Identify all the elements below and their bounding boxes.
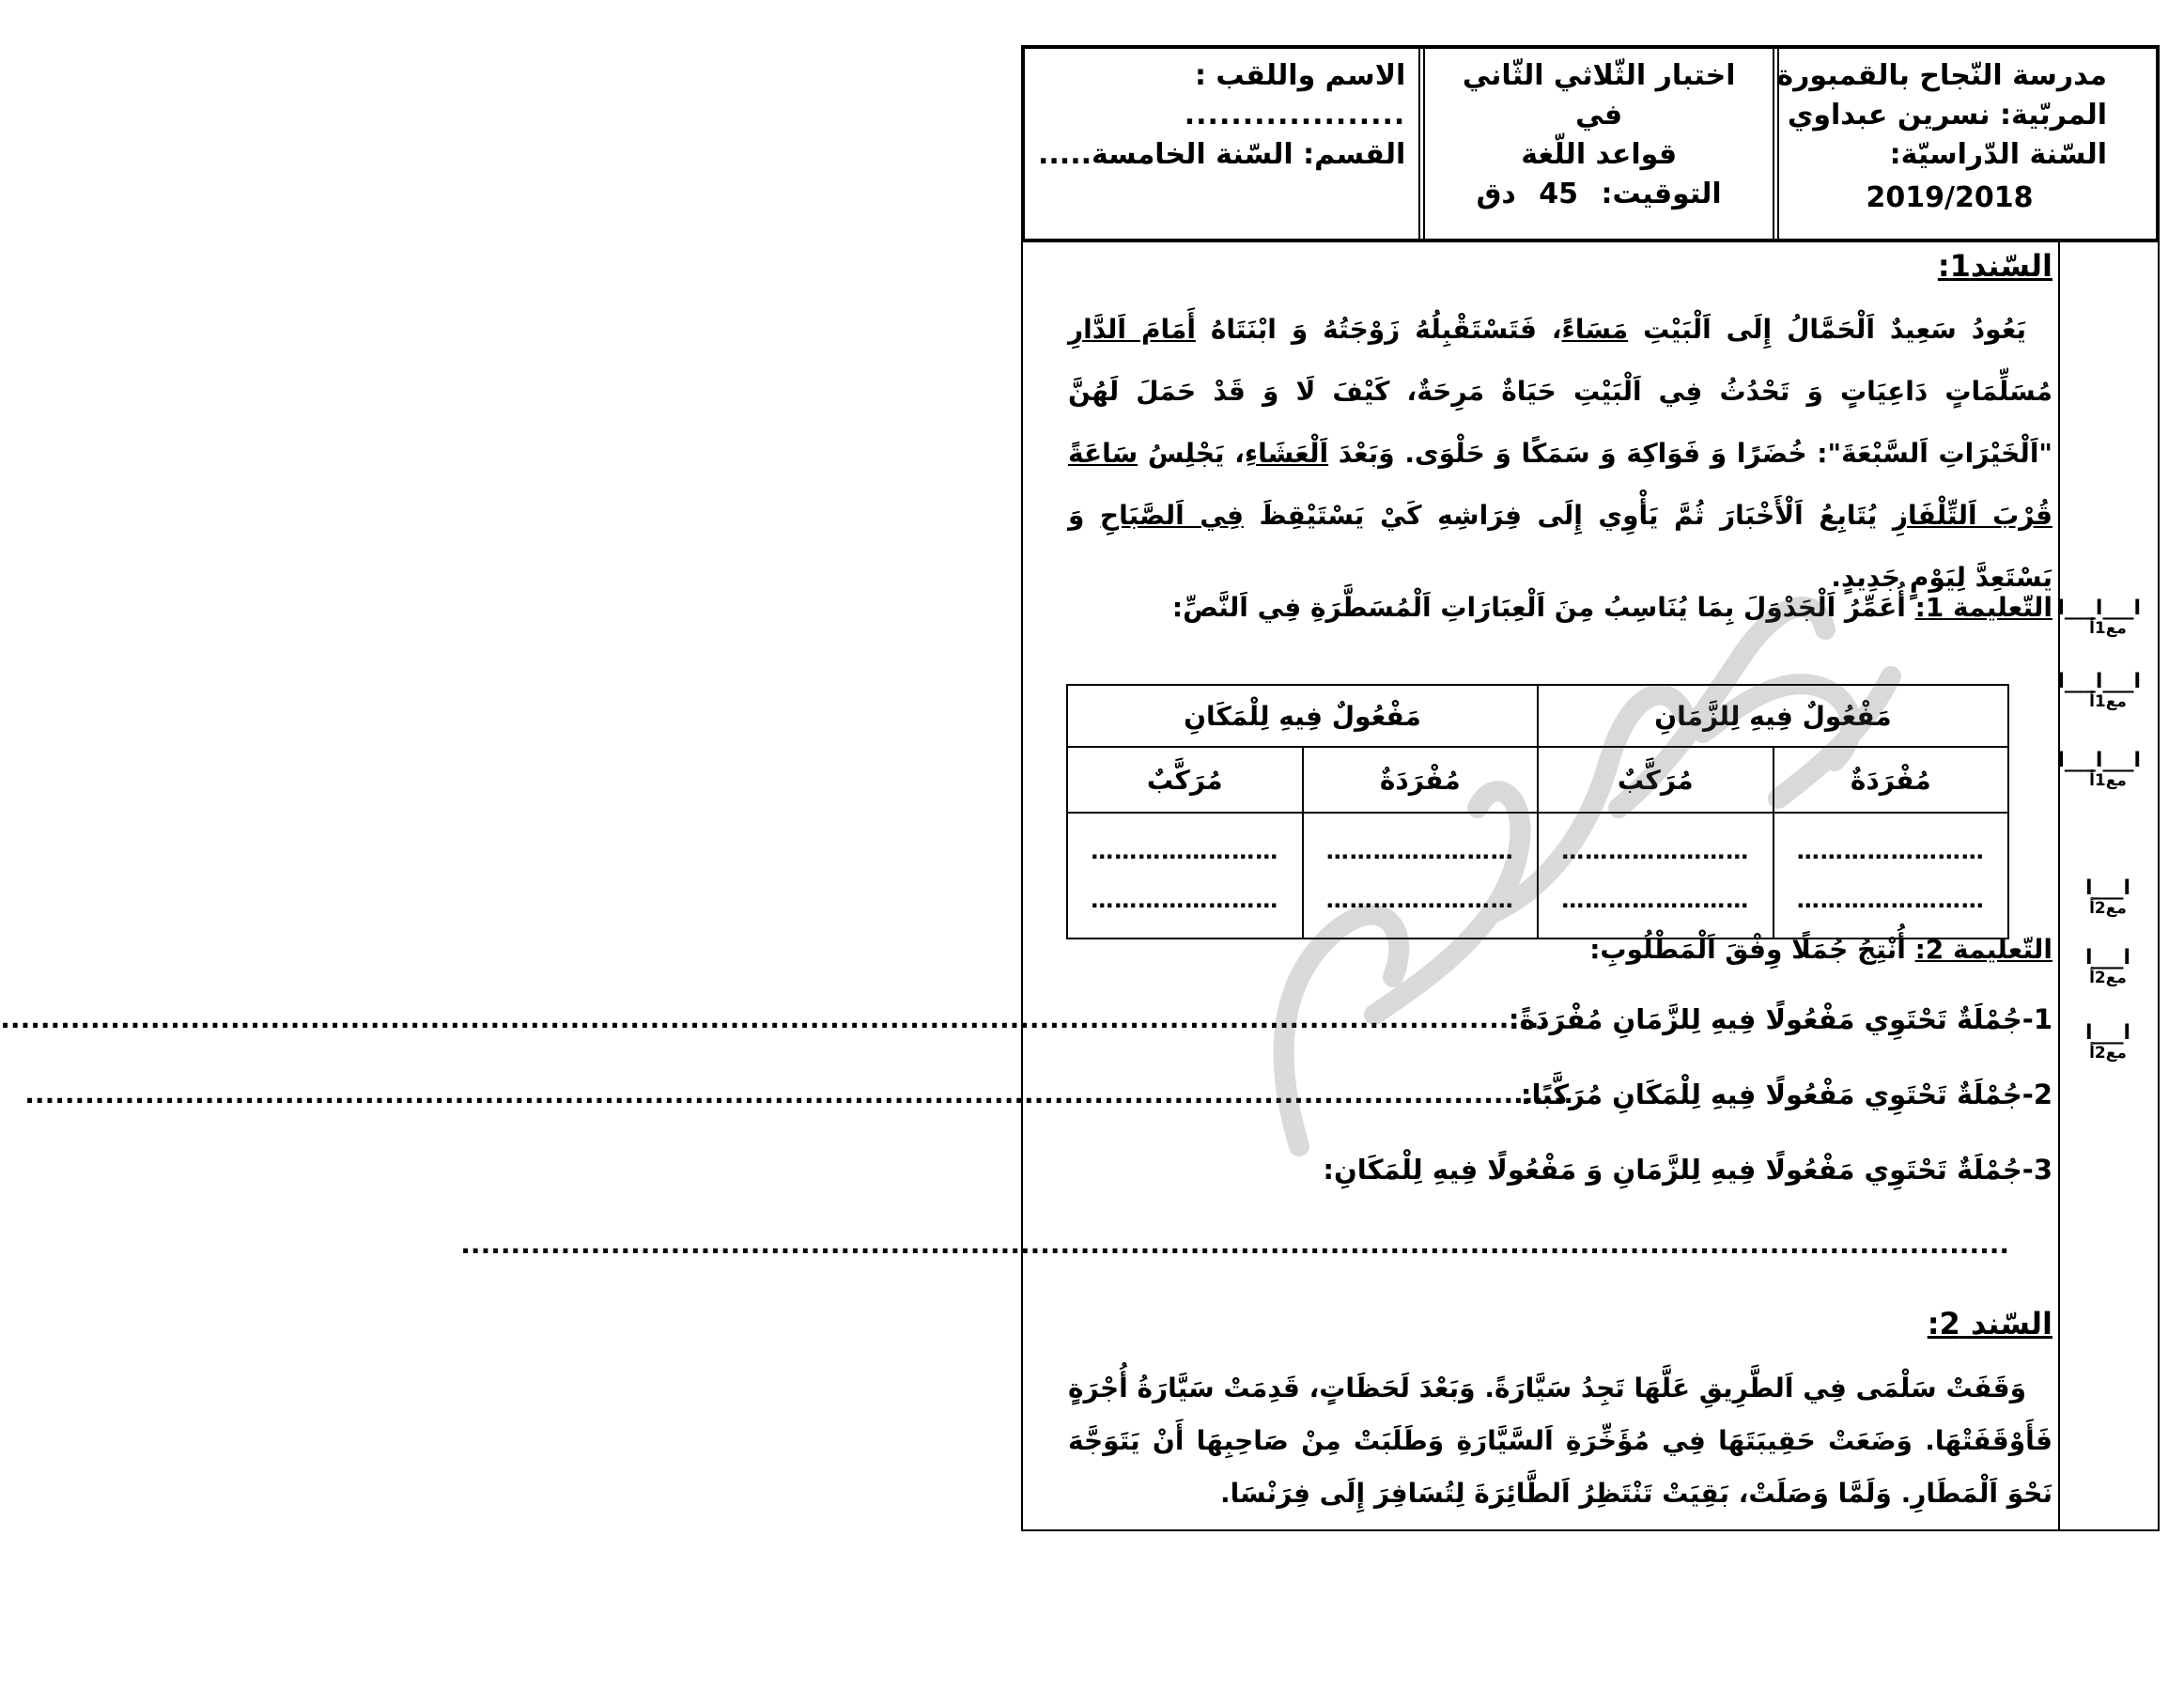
answer-dots: …………………… xyxy=(1325,838,1514,864)
instruction-text: أُعَمِّرُ اَلْجَدْوَلَ بِمَا يُنَاسِبُ مِنَ اَلْعِبَارَاتِ اَلْمُسَطَّرَةِ فِي اَلنَّصِّ: xyxy=(1171,592,1906,623)
answer-cell[interactable] xyxy=(1774,813,2009,939)
answer-dots: …………………… xyxy=(1796,887,1985,913)
underlined-phrase: سَاعَةً xyxy=(1068,438,1138,469)
school-info xyxy=(1773,49,2156,239)
duration-value: 45 xyxy=(1539,178,1579,210)
answer-cell[interactable] xyxy=(1067,813,1303,939)
answer-dots: …………………… xyxy=(1561,838,1750,864)
exam-body xyxy=(0,242,2160,1531)
underlined-phrase: اَلْعَشَاءِ xyxy=(1244,438,1329,469)
instruction-2 xyxy=(1589,934,2052,965)
answer-line-2[interactable]: ........................................................................................................................................................... xyxy=(24,1078,1573,1109)
answer-line-1[interactable]: ........................................................................................................................................................... xyxy=(0,1003,1549,1034)
answer-cell[interactable] xyxy=(1538,813,1774,939)
score-criterion: مع2أ xyxy=(2089,969,2127,987)
instruction-text: أُنْتِجُ جُمَلًا وِفْقَ اَلْمَطْلُوبِ: xyxy=(1589,934,1906,965)
exam-title: اختبار الثّلاثي الثّاني xyxy=(1462,59,1736,92)
score-criterion: مع1أ xyxy=(2089,771,2127,790)
teacher-name: المربّية: نسرين عبداوي xyxy=(1787,99,2107,132)
text2-title: السّند 2: xyxy=(1927,1306,2052,1342)
exam-info xyxy=(1418,49,1773,239)
text1-title: السّند1: xyxy=(1937,248,2052,284)
col-time-header: مَفْعُولٌ فِيهِ لِلزَّمَانِ xyxy=(1538,685,2008,747)
underlined-phrase: مَسَاءً xyxy=(1561,314,1629,345)
score-criterion: مع1أ xyxy=(2089,619,2127,638)
answer-table xyxy=(1066,684,2009,939)
school-year: 2019/2018 xyxy=(1866,181,2034,214)
text-segment: يَعُودُ سَعِيدٌ اَلْحَمَّالُ إِلَى اَلْبَيْتِ xyxy=(1643,314,2027,345)
instruction-label: التّعليمة 1: xyxy=(1914,592,2052,623)
exam-content xyxy=(0,242,2053,1529)
text-segment: وَ يَسْتَعِدَّ لِيَوْمٍ جَدِيدٍ. xyxy=(1068,500,2052,593)
student-info xyxy=(1025,49,1418,239)
score-marker xyxy=(2075,1022,2141,1062)
time-compound-header: مُرَكَّبٌ xyxy=(1538,747,1774,813)
text-segment: مُسَلِّمَاتٍ دَاعِيَاتٍ وَ تَحْدُثُ فِي اَلْبَيْتِ حَيَاةٌ مَرِحَةٌ، كَيْفَ لَا وَ قَدْ حَمَلَ لَهُنَّ "اَلْخَيْرَاتِ اَلسَّبْعَةَ": خُضَرًا وَ فَوَاكِهَ وَ سَمَكًا وَ حَلْوَى. وَبَعْدَ xyxy=(1068,376,2053,469)
underlined-phrase: أَمَامَ اَلدَّارِ xyxy=(1068,314,1196,345)
col-place-header: مَفْعُولٌ فِيهِ لِلْمَكَانِ xyxy=(1067,685,1538,747)
sentence-task-3: 3-جُمْلَةٌ تَحْتَوِي مَفْعُولًا فِيهِ لِلزَّمَانِ وَ مَفْعُولًا فِيهِ لِلْمَكَانِ: xyxy=(1323,1154,2052,1186)
sentence-task-2: 2-جُمْلَةٌ تَحْتَوِي مَفْعُولًا فِيهِ لِلْمَكَانِ مُرَكَّبًا: xyxy=(1520,1078,2052,1110)
score-marker xyxy=(2057,670,2141,711)
score-box[interactable]: ا___ا xyxy=(2084,1021,2131,1045)
text-segment: ، يَجْلِسُ xyxy=(1147,438,1245,469)
answer-cell[interactable] xyxy=(1303,813,1539,939)
score-criterion: مع2أ xyxy=(2089,899,2127,918)
place-compound-header: مُرَكَّبٌ xyxy=(1067,747,1303,813)
sentence-task-1: 1-جُمْلَةٌ تَحْتَوِي مَفْعُولًا فِيهِ لِلزَّمَانِ مُفْرَدَةً: xyxy=(1508,1003,2052,1035)
underlined-phrase: فِي اَلصَّبَاحِ xyxy=(1099,500,1244,531)
text1-paragraph xyxy=(1068,299,2052,609)
score-box[interactable]: ا___ا___ا xyxy=(2057,597,2141,620)
duration-unit: دق xyxy=(1476,178,1516,210)
score-marker xyxy=(2075,947,2141,986)
score-marker xyxy=(2057,749,2141,790)
answer-dots: …………………… xyxy=(1091,838,1279,864)
score-margin xyxy=(2058,242,2158,1529)
score-marker xyxy=(2075,877,2141,917)
time-single-header: مُفْرَدَةٌ xyxy=(1774,747,2009,813)
school-year-label: السّنة الدّراسيّة: xyxy=(1889,138,2107,171)
score-box[interactable]: ا___ا___ا xyxy=(2057,670,2141,693)
text-segment: وَقَفَتْ سَلْمَى فِي اَلطَّرِيقِ عَلَّهَا تَجِدُ سَيَّارَةً. وَبَعْدَ لَحَظَاتٍ، قَدِمَتْ سَيَّارَةُ أُجْرَةٍ فَأَوْقَفَتْهَا. وَضَعَتْ حَقِيبَتَهَا فِي مُؤَخِّرَةِ اَلسَّيَّارَةِ وَطَلَبَتْ مِنْ صَاحِبِهَا أَنْ يَتَوَجَّهَ نَحْوَ اَلْمَطَارِ. وَلَمَّا وَصَلَتْ، بَقِيَتْ تَنْتَظِرُ اَلطَّائِرَةَ لِتُسَافِرَ إِلَى فِرَنْسَا. xyxy=(1068,1373,2052,1509)
score-box[interactable]: ا___ا xyxy=(2084,946,2131,970)
answer-dots: …………………… xyxy=(1796,838,1985,864)
score-criterion: مع1أ xyxy=(2089,692,2127,711)
duration-label: التوقيت: xyxy=(1601,178,1722,210)
text-segment: ، فَتَسْتَقْبِلُهُ زَوْجَتُهُ وَ ابْنَتَاهُ xyxy=(1210,314,1562,345)
exam-duration xyxy=(1438,175,1759,214)
answer-line-3[interactable]: ........................................................................................................................................................... xyxy=(460,1229,2009,1260)
answer-dots: …………………… xyxy=(1561,887,1750,913)
student-name-field[interactable]: ................... xyxy=(1184,99,1406,132)
student-name-label: الاسم واللقب : xyxy=(1194,59,1406,92)
instruction-1 xyxy=(1172,592,2052,623)
text2-paragraph xyxy=(1068,1362,2052,1520)
watermark-text: نسرين عبداوي xyxy=(1514,857,1572,867)
place-single-header: مُفْرَدَةٌ xyxy=(1303,747,1539,813)
class-line: القسم: السّنة الخامسة..... xyxy=(1038,138,1406,171)
score-box[interactable]: ا___ا___ا xyxy=(2057,749,2141,772)
school-name: مدرسة النّجاح بالقمبورة xyxy=(1776,59,2107,92)
text-segment: يُتَابِعُ اَلْأَخْبَارَ ثُمَّ يَأْوِي إِلَى فِرَاشِهِ كَيْ يَسْتَيْقِظَ xyxy=(1259,500,1878,531)
underlined-phrase: قُرْبَ اَلتِّلْفَازِ xyxy=(1892,500,2052,531)
answer-dots: …………………… xyxy=(1091,887,1279,913)
score-marker xyxy=(2057,597,2141,638)
score-box[interactable]: ا___ا xyxy=(2084,877,2131,900)
exam-in: في xyxy=(1575,99,1623,132)
score-criterion: مع2أ xyxy=(2089,1044,2127,1063)
exam-subject: قواعد اللّغة xyxy=(1521,138,1678,171)
answer-dots: …………………… xyxy=(1325,887,1514,913)
instruction-label: التّعليمة 2: xyxy=(1914,934,2052,965)
exam-header xyxy=(1021,45,2160,242)
